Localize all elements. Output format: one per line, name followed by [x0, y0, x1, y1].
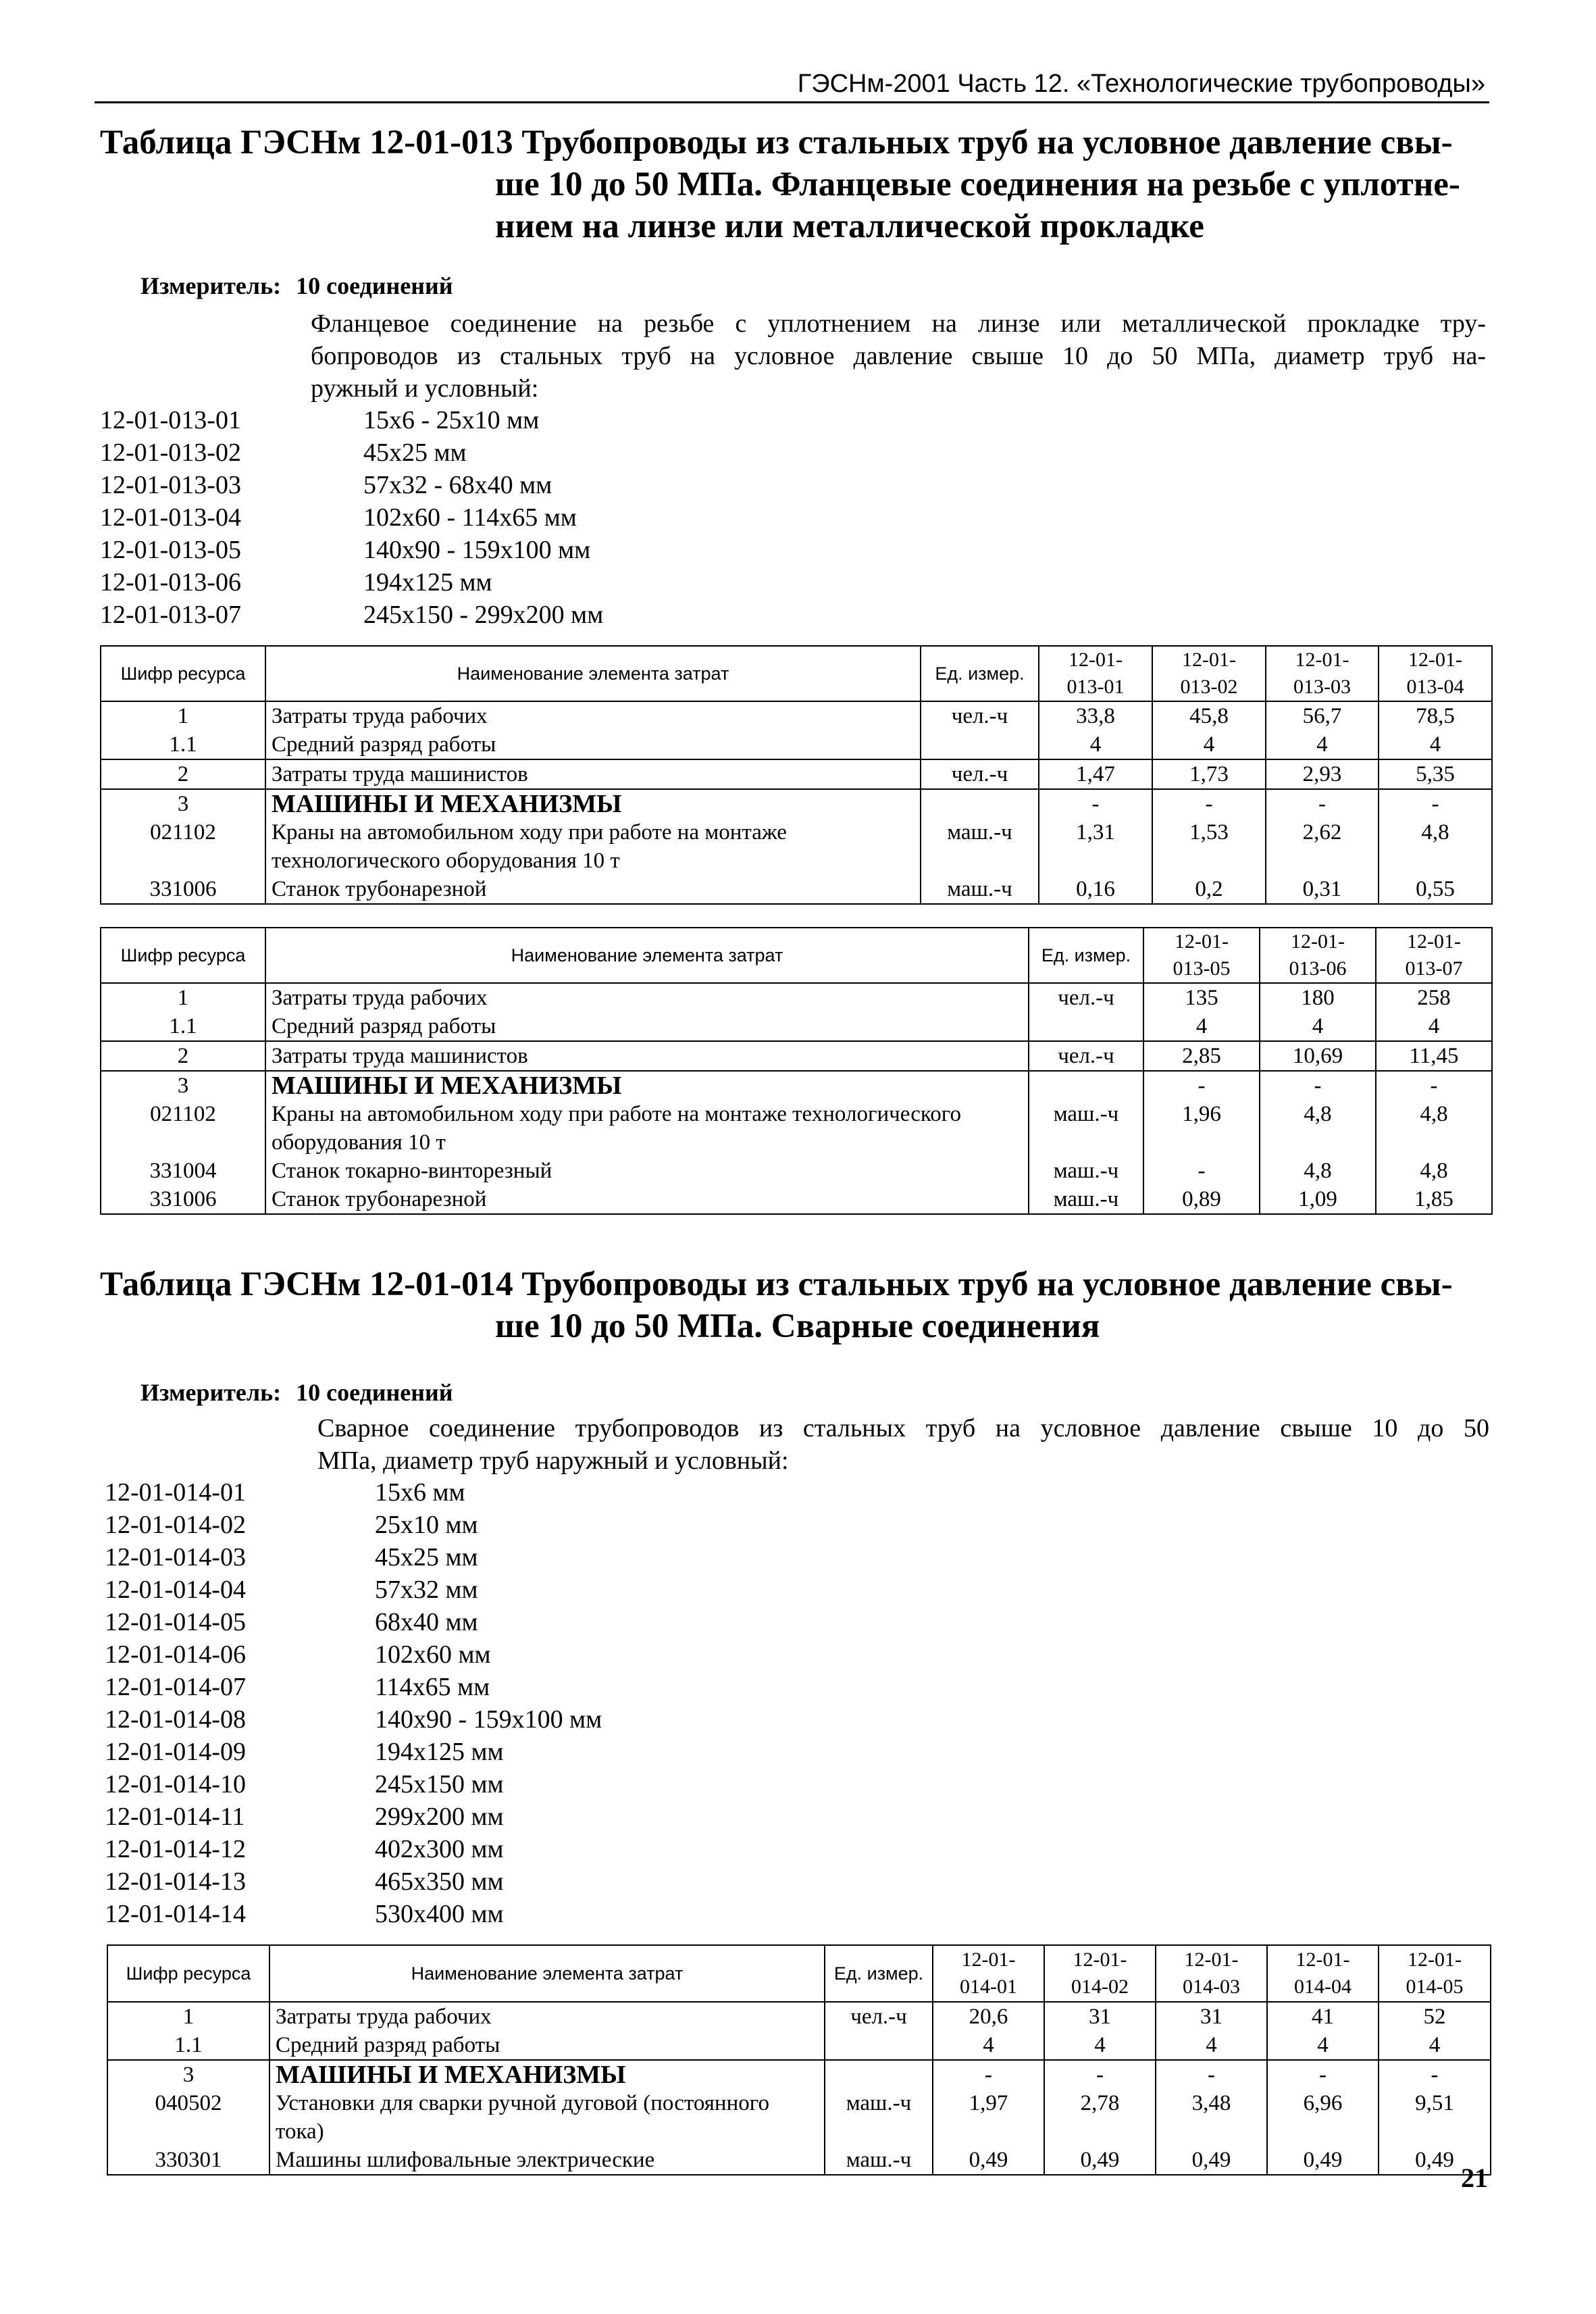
resource-code: 2	[101, 759, 265, 789]
title-line: ше 10 до 50 МПа. Сварные соединения	[495, 1307, 1100, 1345]
resource-value: 56,7	[1266, 701, 1379, 730]
resource-name: Затраты труда машинистов	[265, 1041, 1029, 1071]
item-size: 57х32 - 68х40 мм	[363, 471, 552, 499]
col-header-code: Шифр ресурса	[101, 646, 265, 701]
header-row	[101, 646, 1492, 701]
resource-value: 1,47	[1039, 759, 1152, 789]
page-number: 21	[1461, 2163, 1488, 2193]
resource-table-014	[107, 1944, 1491, 2175]
table-row	[101, 759, 1492, 789]
resource-name: Затраты труда рабочих	[265, 983, 1029, 1012]
item-size: 102х60 - 114х65 мм	[363, 503, 577, 532]
header-text: ГЭСНм-2001 Часть 12. «Технологические трубопроводы»	[797, 70, 1485, 98]
col-header-variant: 12-01- 013-06	[1260, 928, 1376, 983]
resource-value: 2,93	[1266, 759, 1379, 789]
resource-value: 1,09	[1260, 1185, 1376, 1214]
table-row	[107, 2146, 1491, 2175]
resource-code: 1.1	[101, 730, 265, 759]
item-size: 299х200 мм	[375, 1803, 504, 1831]
resource-value: 0,49	[1267, 2146, 1379, 2175]
resource-value: 31	[1156, 2002, 1267, 2031]
resource-value: 0,49	[1156, 2146, 1267, 2175]
resource-value: 4	[1260, 1012, 1376, 1041]
resource-value: -	[1266, 789, 1379, 818]
resource-value: 41	[1267, 2002, 1379, 2031]
resource-code: 3	[107, 2060, 269, 2089]
resource-name: Краны на автомобильном ходу при работе на монтаже технологического оборудования 10 т	[265, 818, 921, 875]
item-code: 12-01-014-11	[105, 1803, 245, 1831]
table-row	[101, 1100, 1492, 1157]
resource-value: 33,8	[1039, 701, 1152, 730]
list-item	[105, 1638, 602, 1671]
resource-value: 4	[1156, 2031, 1267, 2060]
resource-value: 45,8	[1152, 701, 1266, 730]
item-code: 12-01-014-01	[105, 1478, 246, 1507]
resource-code: 331006	[101, 1185, 265, 1214]
resource-value: 135	[1143, 983, 1260, 1012]
col-header-variant: 12-01- 014-03	[1156, 1945, 1267, 2002]
resource-value: 20,6	[933, 2002, 1044, 2031]
items-list-013	[100, 404, 603, 631]
resource-name: Средний разряд работы	[269, 2031, 825, 2060]
item-code: 12-01-014-10	[105, 1770, 246, 1799]
resource-unit	[825, 2060, 933, 2089]
resource-code: 331006	[101, 875, 265, 904]
item-size: 245х150 - 299х200 мм	[363, 601, 604, 629]
resource-name: МАШИНЫ И МЕХАНИЗМЫ	[269, 2060, 825, 2089]
item-code: 12-01-013-05	[100, 536, 241, 564]
resource-unit: чел.-ч	[1029, 1041, 1143, 1071]
resource-value: 0,49	[1379, 2146, 1491, 2175]
col-header-variant: 12-01- 013-05	[1143, 928, 1260, 983]
resource-name: Машины шлифовальные электрические	[269, 2146, 825, 2175]
resource-unit: маш.-ч	[825, 2146, 933, 2175]
list-item	[105, 1865, 602, 1898]
resource-name: Станок токарно-винторезный	[265, 1157, 1029, 1185]
item-code: 12-01-013-04	[100, 503, 241, 532]
resource-value: 4	[933, 2031, 1044, 2060]
col-header-variant: 12-01- 014-05	[1379, 1945, 1491, 2002]
item-code: 12-01-014-13	[105, 1867, 246, 1896]
list-item	[100, 566, 603, 599]
list-item	[100, 436, 603, 469]
item-size: 402х300 мм	[375, 1835, 504, 1863]
resource-value: 52	[1379, 2002, 1491, 2031]
table-row	[107, 2031, 1491, 2060]
list-item	[105, 1574, 602, 1606]
resource-value: 0,16	[1039, 875, 1152, 904]
resource-value: 4	[1379, 2031, 1491, 2060]
resource-code: 3	[101, 1071, 265, 1100]
resource-value: 4	[1152, 730, 1266, 759]
resource-unit: маш.-ч	[825, 2089, 933, 2146]
resource-value: -	[1376, 1071, 1492, 1100]
resource-name: Затраты труда рабочих	[269, 2002, 825, 2031]
resource-value: -	[1143, 1157, 1260, 1185]
title-line: Таблица ГЭСНм 12-01-014 Трубопроводы из стальных труб на условное давление свы-	[100, 1265, 1453, 1303]
resource-value: 0,31	[1266, 875, 1379, 904]
col-header-variant: 12-01- 014-01	[933, 1945, 1044, 2002]
col-header-variant: 12-01- 013-03	[1266, 646, 1379, 701]
resource-value: 2,78	[1044, 2089, 1156, 2146]
desc-line: ружный и условный:	[311, 374, 539, 403]
resource-value: -	[1044, 2060, 1156, 2089]
title-line: нием на линзе или металлической прокладке	[495, 207, 1204, 245]
desc-line: бопроводов из стальных труб на условное давление свыше 10 до 50 МПа, диаметр труб на-	[311, 342, 1486, 370]
resource-value: 1,73	[1152, 759, 1266, 789]
item-size: 140х90 - 159х100 мм	[363, 536, 591, 564]
desc-line: МПа, диаметр труб наружный и условный:	[317, 1447, 789, 1475]
resource-code: 1.1	[107, 2031, 269, 2060]
resource-unit	[1029, 1012, 1143, 1041]
resource-value: 11,45	[1376, 1041, 1492, 1071]
resource-unit	[825, 2031, 933, 2060]
resource-value: 0,55	[1379, 875, 1492, 904]
resource-unit: чел.-ч	[1029, 983, 1143, 1012]
item-code: 12-01-014-04	[105, 1576, 246, 1604]
list-item	[105, 1509, 602, 1541]
list-item	[105, 1768, 602, 1801]
resource-value: 31	[1044, 2002, 1156, 2031]
table-row	[101, 1071, 1492, 1100]
resource-code: 021102	[101, 1100, 265, 1157]
resource-unit: маш.-ч	[921, 875, 1039, 904]
item-code: 12-01-014-12	[105, 1835, 246, 1863]
resource-unit: чел.-ч	[825, 2002, 933, 2031]
description-013	[311, 307, 1486, 405]
resource-name: Станок трубонарезной	[265, 875, 921, 904]
item-code: 12-01-013-01	[100, 406, 241, 434]
title-line: ше 10 до 50 МПа. Фланцевые соединения на резьбе с уплотне-	[495, 166, 1460, 203]
item-size: 68х40 мм	[375, 1608, 478, 1636]
resource-code: 1	[107, 2002, 269, 2031]
resource-value: 4	[1267, 2031, 1379, 2060]
header-row	[107, 1945, 1491, 2002]
list-item	[105, 1736, 602, 1768]
resource-value: 4,8	[1260, 1157, 1376, 1185]
table-row	[101, 1157, 1492, 1185]
resource-name: Средний разряд работы	[265, 1012, 1029, 1041]
resource-unit	[1029, 1071, 1143, 1100]
resource-code: 2	[101, 1041, 265, 1071]
col-header-name: Наименование элемента затрат	[265, 928, 1029, 983]
resource-name: Установки для сварки ручной дуговой (постоянного тока)	[269, 2089, 825, 2146]
resource-unit: маш.-ч	[921, 818, 1039, 875]
item-code: 12-01-014-03	[105, 1543, 246, 1571]
table-row	[101, 701, 1492, 730]
list-item	[105, 1801, 602, 1833]
item-code: 12-01-014-06	[105, 1640, 246, 1669]
item-code: 12-01-014-02	[105, 1511, 246, 1539]
item-code: 12-01-013-03	[100, 471, 241, 499]
header-row	[101, 928, 1492, 983]
resource-value: 4,8	[1376, 1100, 1492, 1157]
resource-value: 1,85	[1376, 1185, 1492, 1214]
resource-unit	[921, 730, 1039, 759]
item-size: 15х6 - 25х10 мм	[363, 406, 540, 434]
resource-value: 4,8	[1376, 1157, 1492, 1185]
resource-name: МАШИНЫ И МЕХАНИЗМЫ	[265, 1071, 1029, 1100]
items-list-014	[105, 1476, 602, 1930]
item-size: 194х125 мм	[363, 568, 492, 597]
resource-code: 1	[101, 701, 265, 730]
resource-code: 1	[101, 983, 265, 1012]
list-item	[100, 534, 603, 566]
list-item	[105, 1833, 602, 1865]
col-header-unit: Ед. измер.	[921, 646, 1039, 701]
resource-name: Затраты труда рабочих	[265, 701, 921, 730]
table-row	[101, 875, 1492, 904]
list-item	[105, 1476, 602, 1509]
resource-value: 4	[1044, 2031, 1156, 2060]
list-item	[105, 1606, 602, 1638]
resource-value: 0,49	[1044, 2146, 1156, 2175]
resource-name: Краны на автомобильном ходу при работе на монтаже технологического оборудования 10 т	[265, 1100, 1029, 1157]
resource-value: 1,31	[1039, 818, 1152, 875]
resource-value: -	[1379, 789, 1492, 818]
col-header-code: Шифр ресурса	[101, 928, 265, 983]
resource-value: 0,89	[1143, 1185, 1260, 1214]
table-title-014	[100, 1263, 1491, 1347]
resource-value: 180	[1260, 983, 1376, 1012]
resource-value: -	[1039, 789, 1152, 818]
resource-value: 3,48	[1156, 2089, 1267, 2146]
resource-unit: маш.-ч	[1029, 1185, 1143, 1214]
page-header	[95, 68, 1489, 103]
resource-unit: чел.-ч	[921, 759, 1039, 789]
resource-name: МАШИНЫ И МЕХАНИЗМЫ	[265, 789, 921, 818]
resource-value: 4	[1379, 730, 1492, 759]
table-row	[101, 730, 1492, 759]
item-size: 465х350 мм	[375, 1867, 504, 1896]
table-row	[107, 2002, 1491, 2031]
item-code: 12-01-014-08	[105, 1705, 246, 1734]
col-header-variant: 12-01- 013-07	[1376, 928, 1492, 983]
resource-value: 0,2	[1152, 875, 1266, 904]
description-014	[317, 1412, 1489, 1477]
resource-code: 040502	[107, 2089, 269, 2146]
list-item	[100, 404, 603, 436]
item-code: 12-01-014-09	[105, 1738, 246, 1766]
resource-value: 1,53	[1152, 818, 1266, 875]
item-code: 12-01-014-14	[105, 1900, 246, 1928]
resource-unit: чел.-ч	[921, 701, 1039, 730]
resource-unit: маш.-ч	[1029, 1157, 1143, 1185]
item-code: 12-01-013-02	[100, 438, 241, 467]
resource-value: 4,8	[1379, 818, 1492, 875]
resource-value: 9,51	[1379, 2089, 1491, 2146]
list-item	[100, 599, 603, 631]
resource-table-013-b	[100, 927, 1493, 1215]
desc-line: Сварное соединение трубопроводов из стальных труб на условное давление свыше 10 до 50	[317, 1414, 1489, 1442]
item-size: 245х150 мм	[375, 1770, 504, 1799]
item-size: 530х400 мм	[375, 1900, 504, 1928]
resource-value: -	[1156, 2060, 1267, 2089]
resource-value: -	[1379, 2060, 1491, 2089]
col-header-variant: 12-01- 013-01	[1039, 646, 1152, 701]
item-size: 45х25 мм	[375, 1543, 478, 1571]
col-header-name: Наименование элемента затрат	[265, 646, 921, 701]
resource-value: 5,35	[1379, 759, 1492, 789]
meter-013	[140, 272, 453, 300]
resource-code: 021102	[101, 818, 265, 875]
item-size: 15х6 мм	[375, 1478, 465, 1507]
item-size: 57х32 мм	[375, 1576, 478, 1604]
item-code: 12-01-014-05	[105, 1608, 246, 1636]
resource-value: 4	[1039, 730, 1152, 759]
resource-value: -	[1260, 1071, 1376, 1100]
table-row	[107, 2089, 1491, 2146]
col-header-variant: 12-01- 014-02	[1044, 1945, 1156, 2002]
table-row	[101, 818, 1492, 875]
resource-value: 2,85	[1143, 1041, 1260, 1071]
meter-label: Измеритель:	[140, 272, 282, 299]
item-size: 25х10 мм	[375, 1511, 478, 1539]
resource-unit	[921, 789, 1039, 818]
resource-value: 4	[1143, 1012, 1260, 1041]
item-size: 114х65 мм	[375, 1673, 490, 1701]
resource-value: -	[1267, 2060, 1379, 2089]
col-header-name: Наименование элемента затрат	[269, 1945, 825, 2002]
list-item	[100, 469, 603, 501]
resource-unit: маш.-ч	[1029, 1100, 1143, 1157]
table-row	[101, 1185, 1492, 1214]
table-row	[101, 1012, 1492, 1041]
resource-value: 258	[1376, 983, 1492, 1012]
col-header-unit: Ед. измер.	[825, 1945, 933, 2002]
item-code: 12-01-013-07	[100, 601, 241, 629]
table-row	[101, 983, 1492, 1012]
table-row	[107, 2060, 1491, 2089]
resource-code: 3	[101, 789, 265, 818]
resource-value: -	[1152, 789, 1266, 818]
resource-code: 330301	[107, 2146, 269, 2175]
col-header-code: Шифр ресурса	[107, 1945, 269, 2002]
resource-name: Станок трубонарезной	[265, 1185, 1029, 1214]
resource-value: -	[1143, 1071, 1260, 1100]
list-item	[105, 1671, 602, 1703]
item-code: 12-01-014-07	[105, 1673, 246, 1701]
resource-value: 6,96	[1267, 2089, 1379, 2146]
item-size: 45х25 мм	[363, 438, 467, 467]
resource-value: 1,96	[1143, 1100, 1260, 1157]
resource-value: 1,97	[933, 2089, 1044, 2146]
meter-value: 10 соединений	[296, 1379, 453, 1406]
resource-name: Затраты труда машинистов	[265, 759, 921, 789]
list-item	[105, 1703, 602, 1736]
col-header-variant: 12-01- 013-02	[1152, 646, 1266, 701]
table-row	[101, 789, 1492, 818]
title-line: Таблица ГЭСНм 12-01-013 Трубопроводы из стальных труб на условное давление свы-	[100, 124, 1453, 161]
meter-value: 10 соединений	[296, 272, 453, 299]
resource-value: 4,8	[1260, 1100, 1376, 1157]
resource-value: 4	[1266, 730, 1379, 759]
col-header-unit: Ед. измер.	[1029, 928, 1143, 983]
table-row	[101, 1041, 1492, 1071]
item-code: 12-01-013-06	[100, 568, 241, 597]
list-item	[100, 501, 603, 534]
meter-014	[140, 1378, 453, 1407]
resource-value: 78,5	[1379, 701, 1492, 730]
resource-table-013-a	[100, 645, 1493, 905]
table-title-013	[100, 122, 1491, 247]
col-header-variant: 12-01- 014-04	[1267, 1945, 1379, 2002]
item-size: 194х125 мм	[375, 1738, 504, 1766]
resource-value: 0,49	[933, 2146, 1044, 2175]
meter-label: Измеритель:	[140, 1379, 282, 1406]
desc-line: Фланцевое соединение на резьбе с уплотнением на линзе или металлической прокладке тру-	[311, 309, 1486, 338]
resource-name: Средний разряд работы	[265, 730, 921, 759]
resource-code: 331004	[101, 1157, 265, 1185]
item-size: 140х90 - 159х100 мм	[375, 1705, 602, 1734]
resource-value: 10,69	[1260, 1041, 1376, 1071]
col-header-variant: 12-01- 013-04	[1379, 646, 1492, 701]
resource-value: 4	[1376, 1012, 1492, 1041]
list-item	[105, 1898, 602, 1930]
item-size: 102х60 мм	[375, 1640, 491, 1669]
resource-code: 1.1	[101, 1012, 265, 1041]
list-item	[105, 1541, 602, 1574]
resource-value: -	[933, 2060, 1044, 2089]
resource-value: 2,62	[1266, 818, 1379, 875]
